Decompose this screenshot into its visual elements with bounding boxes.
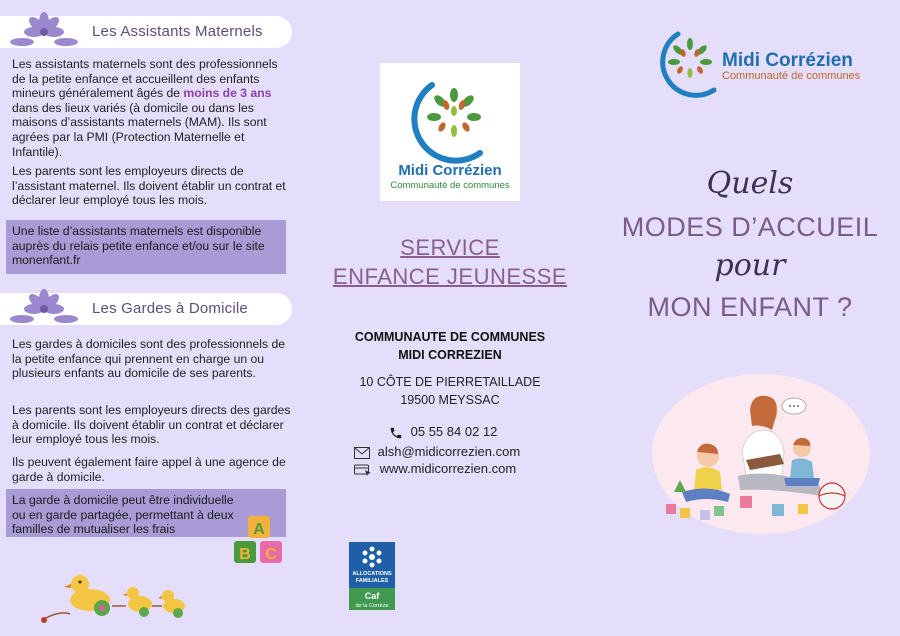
caf-line4: de la Corrèze bbox=[355, 603, 389, 609]
cc-name bbox=[300, 328, 600, 364]
gardes-paragraph-2: Les parents sont les employeurs directs des gardes à domicile. Ils doivent établir un contrat et déclarer leur employé tous les mois. bbox=[12, 403, 291, 447]
gardes-callout: La garde à domicile peut être individuelle ou en garde partagée, permettant à deux familles de mutualiser les frais bbox=[6, 489, 286, 537]
gardes-paragraph-1: Les gardes à domiciles sont des professionnels de la petite enfance qui prennent en charge un ou plusieurs enfants au domicile de ses parents. bbox=[12, 337, 286, 381]
section-title-assistants: Les Assistants Maternels bbox=[92, 23, 263, 40]
left-panel bbox=[0, 0, 300, 636]
duck-toy-illustration bbox=[40, 568, 190, 628]
block-letter-a: A bbox=[253, 521, 265, 538]
address-line1: 10 CÔTE DE PIERRETAILLADE bbox=[359, 375, 541, 389]
email-link[interactable]: alsh@midicorrezien.com bbox=[377, 444, 521, 459]
logo-tagline-right: Communauté de communes bbox=[722, 70, 861, 82]
midi-correzien-logo bbox=[380, 63, 520, 201]
logo-name: Midi Corrézien bbox=[398, 162, 502, 179]
highlight-age: moins de 3 ans bbox=[183, 86, 272, 101]
headline-modes: MODES D’ACCUEIL bbox=[621, 212, 879, 242]
email-row bbox=[354, 444, 520, 459]
logo-card-middle bbox=[380, 63, 520, 201]
phone-number[interactable]: 05 55 84 02 12 bbox=[410, 424, 498, 439]
cc-line2: MIDI CORREZIEN bbox=[398, 348, 502, 362]
section-header-assistants bbox=[0, 16, 292, 48]
caf-line2: FAMILIALES bbox=[355, 578, 389, 584]
cc-line1: COMMUNAUTE DE COMMUNES bbox=[354, 330, 546, 344]
midi-correzien-logo-right bbox=[652, 28, 872, 100]
text-run: dans des lieux variés (à domicile ou dans les maisons d’assistants maternels (MAM). Ils sont agrées par la PMI (Protection Maternelle et Infantile). bbox=[12, 100, 267, 159]
caf-line3: Caf bbox=[364, 591, 380, 601]
caf-line1: ALLOCATIONS bbox=[352, 571, 392, 577]
abc-blocks-illustration bbox=[232, 514, 288, 566]
service-title-line1: SERVICE bbox=[400, 235, 500, 260]
block-letter-c: C bbox=[265, 546, 277, 563]
assistants-paragraph-2: Les parents sont les employeurs directs de l’assistant maternel. Ils doivent établir un contrat et déclarer leur employé tous les mois. bbox=[12, 164, 286, 208]
phone-row bbox=[389, 424, 497, 440]
headline-pour: pour bbox=[714, 248, 786, 283]
website-link[interactable]: www.midicorrezien.com bbox=[379, 461, 517, 476]
logo-name-right: Midi Corrézien bbox=[722, 50, 853, 71]
logo-tagline: Communauté de communes bbox=[390, 180, 510, 191]
service-title-line2: ENFANCE JEUNESSE bbox=[332, 264, 568, 289]
block-letter-b: B bbox=[239, 546, 251, 563]
headline-enfant: MON ENFANT ? bbox=[647, 292, 853, 322]
address bbox=[300, 373, 600, 409]
section-title-gardes: Les Gardes à Domicile bbox=[92, 300, 248, 317]
assistants-paragraph-1 bbox=[12, 57, 292, 159]
caf-logo-graphic bbox=[349, 542, 395, 610]
address-line2: 19500 MEYSSAC bbox=[400, 393, 500, 407]
web-icon bbox=[354, 464, 372, 476]
headline-quels: Quels bbox=[706, 166, 794, 201]
caf-logo bbox=[349, 542, 395, 610]
section-header-gardes bbox=[0, 293, 292, 325]
mail-icon bbox=[354, 447, 370, 459]
children-reading-illustration bbox=[652, 380, 882, 530]
flower-icon bbox=[2, 10, 86, 54]
flower-icon bbox=[2, 287, 86, 331]
assistants-callout: Une liste d’assistants maternels est disponible auprès du relais petite enfance et/ou sur le site monenfant.fr bbox=[6, 220, 286, 274]
phone-icon bbox=[389, 426, 403, 440]
website-row bbox=[354, 461, 516, 476]
text-run: Les assistants maternels sont des professionnels de la petite enfance et accueillent des enfants mineurs généralement âgés de bbox=[12, 57, 278, 101]
gardes-paragraph-3: Ils peuvent également faire appel à une agence de garde à domicile. bbox=[12, 455, 286, 484]
